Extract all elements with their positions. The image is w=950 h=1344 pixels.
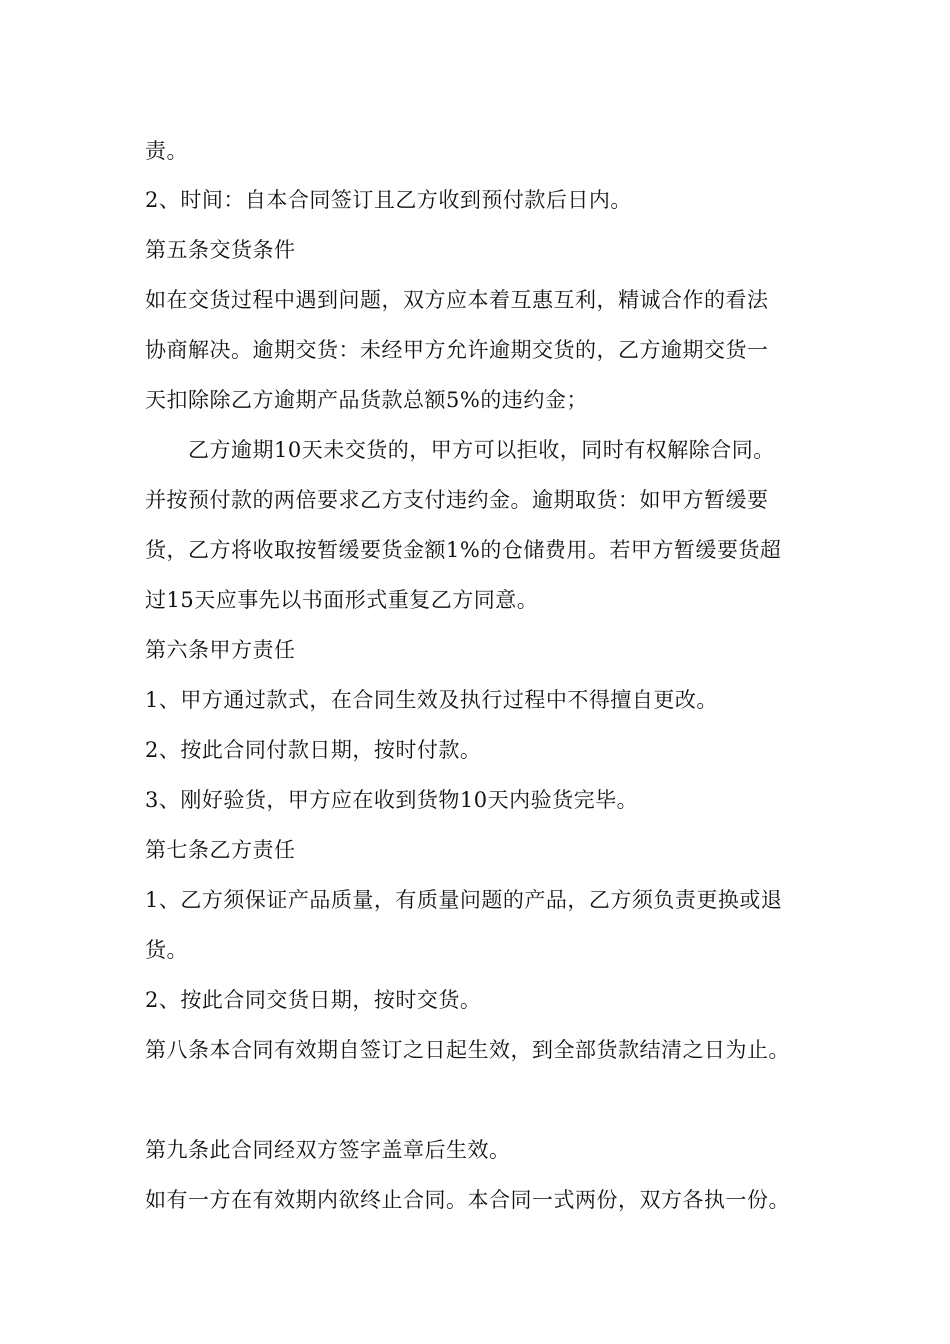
text-line-10: 过15天应事先以书面形式重复乙方同意。 <box>145 588 539 612</box>
text-line-2: 2、时间：自本合同签订且乙方收到预付款后日内。 <box>145 188 632 212</box>
text-line-7: 乙方逾期10天未交货的，甲方可以拒收，同时有权解除合同。 <box>188 438 775 462</box>
text-line-21: 如有一方在有效期内欲终止合同。本合同一式两份，双方各执一份。 <box>145 1188 790 1212</box>
text-line-17: 货。 <box>145 938 188 962</box>
section-heading-5: 第五条交货条件 <box>145 238 296 262</box>
section-heading-9: 第九条此合同经双方签字盖章后生效。 <box>145 1138 511 1162</box>
text-line-12: 1、甲方通过款式，在合同生效及执行过程中不得擅自更改。 <box>145 688 718 712</box>
text-line-1: 责。 <box>145 139 188 163</box>
section-heading-8: 第八条本合同有效期自签订之日起生效，到全部货款结清之日为止。 <box>145 1038 790 1062</box>
text-line-18: 2、按此合同交货日期，按时交货。 <box>145 988 482 1012</box>
text-line-4: 如在交货过程中遇到问题，双方应本着互惠互利，精诚合作的看法 <box>145 288 769 312</box>
text-line-13: 2、按此合同付款日期，按时付款。 <box>145 738 482 762</box>
section-heading-6: 第六条甲方责任 <box>145 638 296 662</box>
text-line-6: 天扣除除乙方逾期产品货款总额5%的违约金； <box>145 388 588 412</box>
text-line-16: 1、乙方须保证产品质量，有质量问题的产品，乙方须负责更换或退 <box>145 888 783 912</box>
text-line-8: 并按预付款的两倍要求乙方支付违约金。逾期取货：如甲方暂缓要 <box>145 488 769 512</box>
text-line-14: 3、刚好验货，甲方应在收到货物10天内验货完毕。 <box>145 788 639 812</box>
section-heading-7: 第七条乙方责任 <box>145 838 296 862</box>
text-line-5: 协商解决。逾期交货：未经甲方允许逾期交货的，乙方逾期交货一 <box>145 338 769 362</box>
text-line-9: 货，乙方将收取按暂缓要货金额1%的仓储费用。若甲方暂缓要货超 <box>145 538 782 562</box>
